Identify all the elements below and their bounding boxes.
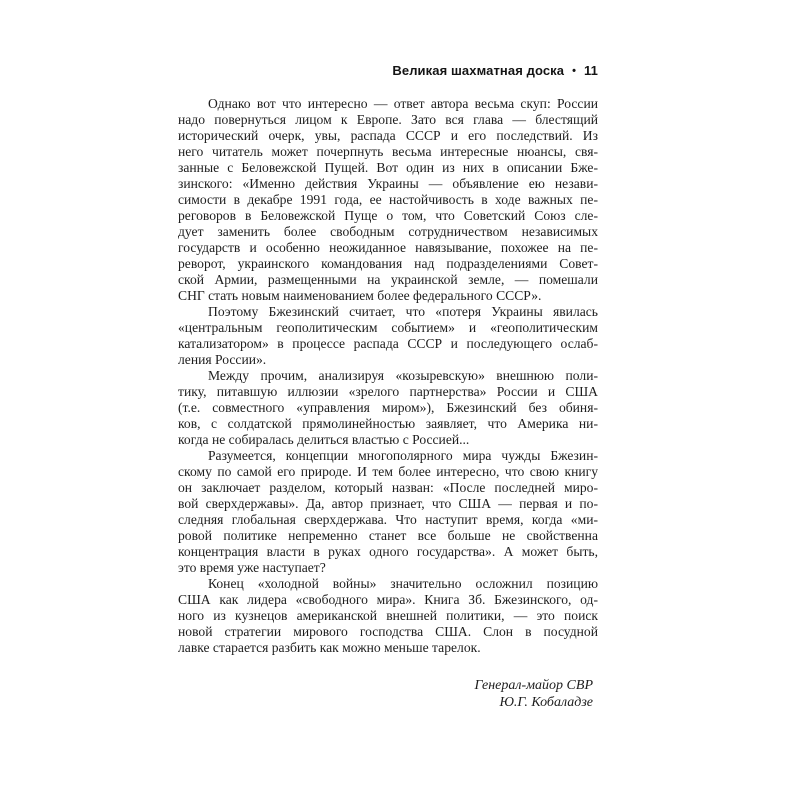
text-line: новой стратегии мирового господства США. Слон в посудной [178, 624, 598, 639]
text-line: «центральным геополитическим событием» и «геополитическим [178, 320, 598, 335]
bullet-separator: • [572, 65, 577, 77]
text-line: вой сверхдержавы». Да, автор признает, что США — первая и по- [178, 496, 598, 511]
text-line: США как лидера «свободного мира». Книга Зб. Бжезинского, од- [178, 592, 598, 607]
paragraph [178, 304, 598, 368]
text-line: дует заменить более свободным сотрудничеством независимых [178, 224, 598, 239]
text-line: ного из кузнецов американской внешней политики, — это поиск [178, 608, 598, 623]
text-line: это время уже наступает? [178, 560, 326, 575]
text-line: он заключает разделом, который назван: «После последней миро- [178, 480, 598, 495]
text-line: когда не собиралась делиться властью с Россией... [178, 432, 470, 447]
paragraph [178, 368, 598, 448]
text-line: СНГ стать новым наименованием более федерального СССР». [178, 288, 542, 303]
text-line: тику, питавшую иллюзии «зрелого партнерства» России и США [178, 384, 598, 399]
text-line: надо повернуться лицом к Европе. Зато вся глава — блестящий [178, 112, 598, 127]
signature-line: Ю.Г. Кобаладзе [499, 695, 593, 710]
text-line: скому по самой его природе. И тем более интересно, что свою книгу [178, 464, 598, 479]
text-line: Конец «холодной войны» значительно осложнил позицию [208, 576, 598, 591]
book-title: Великая шахматная доска [392, 63, 565, 78]
text-line: катализатором» в процессе распада СССР и последующего ослаб- [178, 336, 598, 351]
text-line: него читатель может почерпнуть весьма интересные нюансы, свя- [178, 144, 598, 159]
text-line: реворот, украинского командования над подразделениями Совет- [178, 256, 598, 271]
text-line: реговоров в Беловежской Пуще о том, что Советский Союз сле- [178, 208, 598, 223]
text-line: ровой политике непременно станет все больше не свойственна [178, 528, 598, 543]
signature-block [178, 677, 598, 711]
text-line: зинского: «Именно действия Украины — объявление ею незави- [178, 176, 598, 191]
signature-line: Генерал-майор СВР [474, 678, 593, 693]
paragraph [178, 448, 598, 576]
text-line: ления России». [178, 352, 267, 367]
text-line: концентрация власти в руках одного государства». А может быть, [178, 544, 598, 559]
text-line: Разумеется, концепции многополярного мира чужды Бжезин- [208, 448, 598, 463]
text-line: государств и особенно неожиданное навязывание, похожее на пе- [178, 240, 598, 255]
text-line: ской Армии, размещенными на украинской земле, — помешали [178, 272, 598, 287]
running-header [178, 64, 598, 79]
paragraph [178, 576, 598, 656]
text-line: Однако вот что интересно — ответ автора весьма скуп: России [208, 96, 598, 111]
text-line: (т.е. совместного «управления миром»), Бжезинский без обиня- [178, 400, 598, 415]
text-line: лавке старается разбить как можно меньше тарелок. [178, 640, 481, 655]
text-line: ков, с солдатской прямолинейностью заявляет, что Америка ни- [178, 416, 598, 431]
page-content [178, 64, 598, 711]
page-number: 11 [584, 63, 598, 78]
text-line: симости в декабре 1991 года, ее настойчивость в ходе важных пе- [178, 192, 598, 207]
text-line: следняя глобальная сверхдержава. Что наступит время, когда «ми- [178, 512, 598, 527]
text-line: Между прочим, анализируя «козыревскую» внешнюю поли- [208, 368, 598, 383]
text-line: занные с Беловежской Пущей. Вот один из них в описании Бже- [178, 160, 598, 175]
body-text [178, 96, 598, 656]
text-line: Поэтому Бжезинский считает, что «потеря Украины явилась [208, 304, 598, 319]
text-line: исторический очерк, увы, распада СССР и его последствий. Из [178, 128, 598, 143]
paragraph [178, 96, 598, 304]
